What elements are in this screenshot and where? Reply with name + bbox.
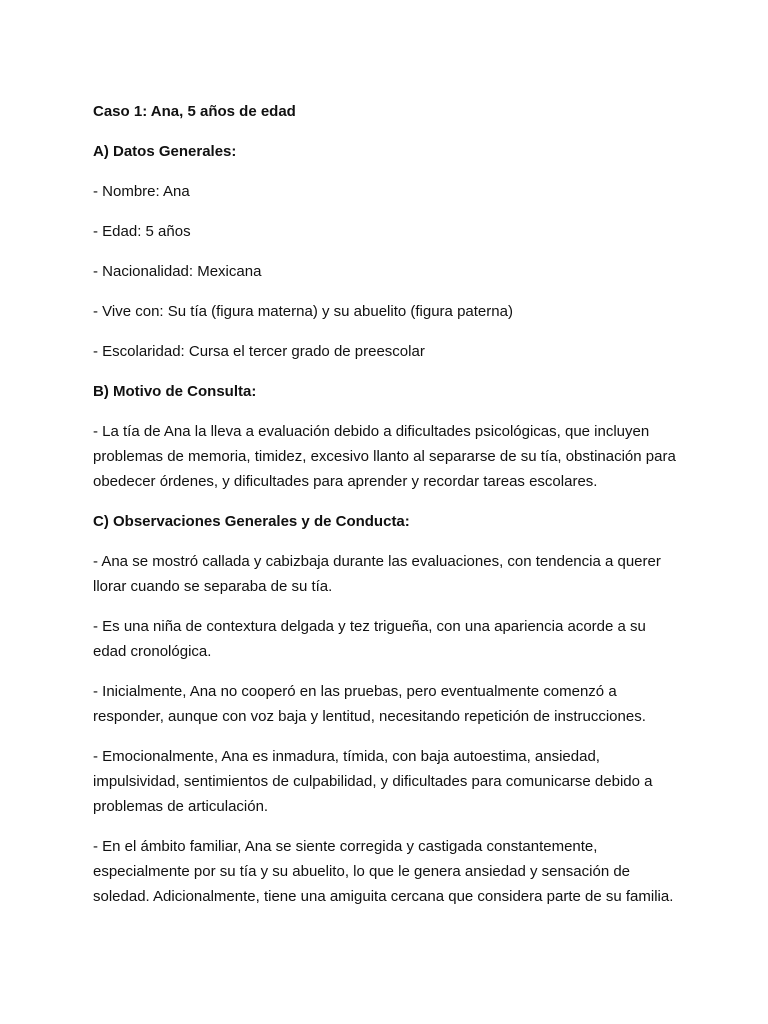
document-title: Caso 1: Ana, 5 años de edad: [93, 103, 296, 120]
section-c-item-familiar: - En el ámbito familiar, Ana se siente corregida y castigada constantemente, especialmente por su tía y su abuelito, lo que le genera ansiedad y sensación de soledad. Adicionalmente, tiene una amiguita cercana que considera parte de su familia.: [93, 838, 674, 905]
section-a-item-edad: - Edad: 5 años: [93, 223, 191, 240]
section-a-item-vive-con: - Vive con: Su tía (figura materna) y su abuelito (figura paterna): [93, 303, 513, 320]
section-b-heading: B) Motivo de Consulta:: [93, 383, 257, 400]
section-a-heading: A) Datos Generales:: [93, 143, 237, 160]
section-c-item-cooperacion: - Inicialmente, Ana no cooperó en las pruebas, pero eventualmente comenzó a responder, aunque con voz baja y lentitud, necesitando repetición de instrucciones.: [93, 683, 646, 725]
section-c-item-apariencia: - Es una niña de contextura delgada y tez trigueña, con una apariencia acorde a su edad cronológica.: [93, 618, 646, 660]
document-page: [93, 99, 683, 924]
section-c-item-evaluaciones: - Ana se mostró callada y cabizbaja durante las evaluaciones, con tendencia a querer llorar cuando se separaba de su tía.: [93, 553, 661, 595]
section-a-item-nombre: - Nombre: Ana: [93, 183, 190, 200]
section-a-item-escolaridad: - Escolaridad: Cursa el tercer grado de preescolar: [93, 343, 425, 360]
section-c-item-emocional: - Emocionalmente, Ana es inmadura, tímida, con baja autoestima, ansiedad, impulsividad, sentimientos de culpabilidad, y dificultades para comunicarse debido a problemas de articulación.: [93, 748, 653, 815]
section-b-item-motivo: - La tía de Ana la lleva a evaluación debido a dificultades psicológicas, que incluyen problemas de memoria, timidez, excesivo llanto al separarse de su tía, obstinación para obedecer órdenes, y dificultades para aprender y recordar tareas escolares.: [93, 423, 676, 490]
section-a-item-nacionalidad: - Nacionalidad: Mexicana: [93, 263, 262, 280]
section-c-heading: C) Observaciones Generales y de Conducta:: [93, 513, 410, 530]
